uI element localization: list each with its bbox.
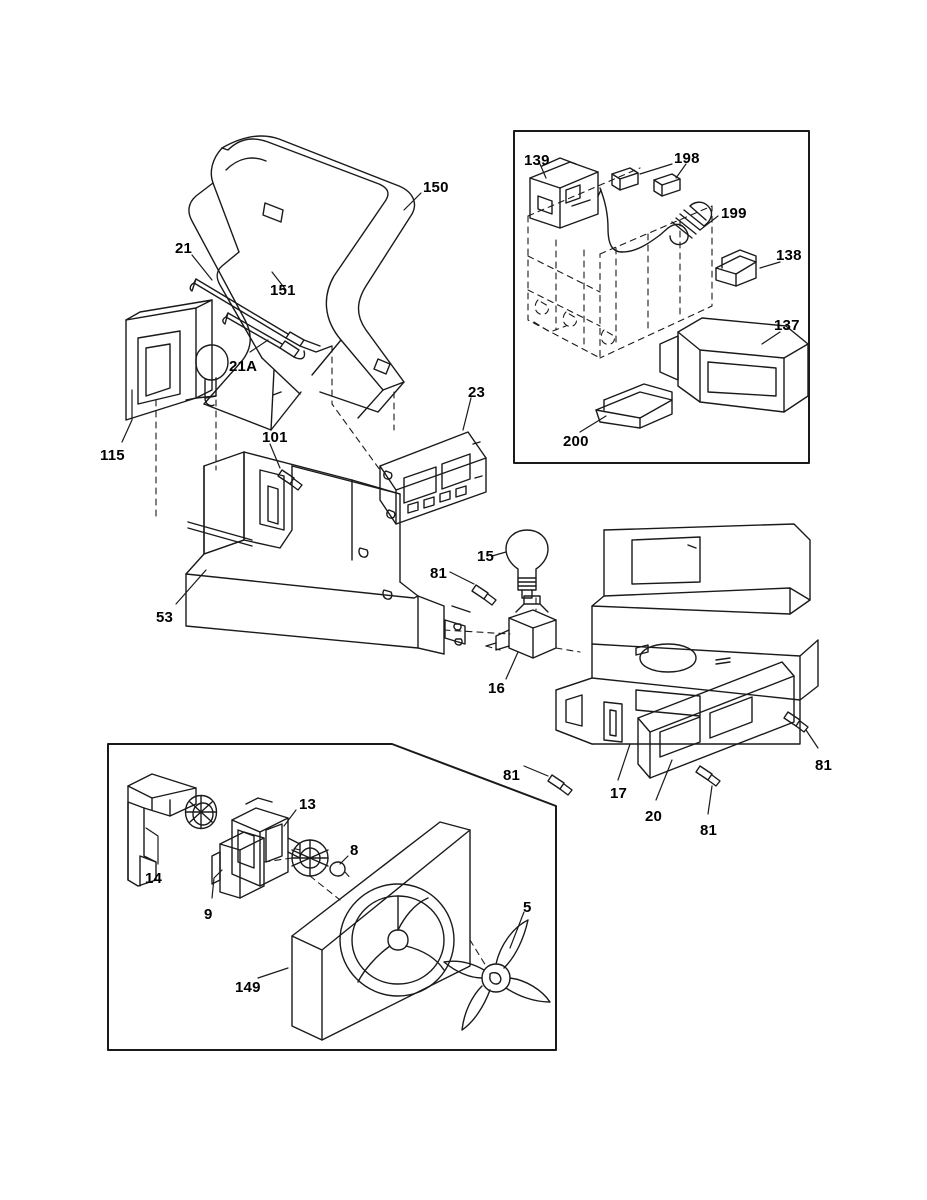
callout-13: 13 [299,796,317,813]
control-board-panel-border [514,131,809,463]
part-200-air-damper [596,384,672,428]
part-115-control-housing [126,300,228,420]
callout-5: 5 [523,899,532,916]
part-53-liner-frame [186,452,470,654]
callout-81-center: 81 [700,822,718,839]
callout-53: 53 [156,609,174,626]
callout-81-right: 81 [815,757,833,774]
callout-149: 149 [235,979,261,996]
callout-23: 23 [468,384,486,401]
callout-81-left: 81 [503,767,521,784]
part-14-fan-bracket [128,774,196,886]
part-20-kickplate-grille [638,662,794,778]
control-panel-ghost-liner [528,168,712,358]
callout-115: 115 [100,447,125,464]
callout-17: 17 [610,785,628,802]
part-17-fresh-food-housing [556,524,818,744]
callout-137: 137 [774,317,800,334]
callout-101: 101 [262,429,288,446]
part-138-bracket [716,250,756,286]
part-101-screw [278,470,302,490]
callout-8: 8 [350,842,359,859]
part-15-light-bulb [506,530,548,598]
callout-21: 21 [175,240,193,257]
callout-150: 150 [423,179,449,196]
evaporator-fan-panel-border [108,744,556,1050]
callout-21a: 21A [229,358,258,375]
part-150-151-air-duct [189,136,415,430]
callout-16: 16 [488,680,506,697]
callout-200: 200 [563,433,589,450]
callout-81-upper: 81 [430,565,448,582]
part-199-defrost-heater [598,188,711,252]
callout-199: 199 [721,205,747,222]
callout-151: 151 [270,282,296,299]
part-81-screw-right [784,712,808,732]
part-13-evaporator-fan-motor [232,798,300,886]
part-21-lead-wires [300,340,332,352]
part-81-screw-left [548,775,572,795]
part-5-fan-blade [444,920,550,1030]
part-81-screw-upper [472,585,496,605]
callout-198: 198 [674,150,700,167]
part-81-screw-center [696,766,720,786]
callout-139: 139 [524,152,550,169]
callout-9: 9 [204,906,213,923]
callout-14: 14 [145,870,163,887]
callout-15: 15 [477,548,495,565]
callout-20: 20 [645,808,663,825]
callout-138: 138 [776,247,802,264]
part-23-control-board [380,432,486,524]
